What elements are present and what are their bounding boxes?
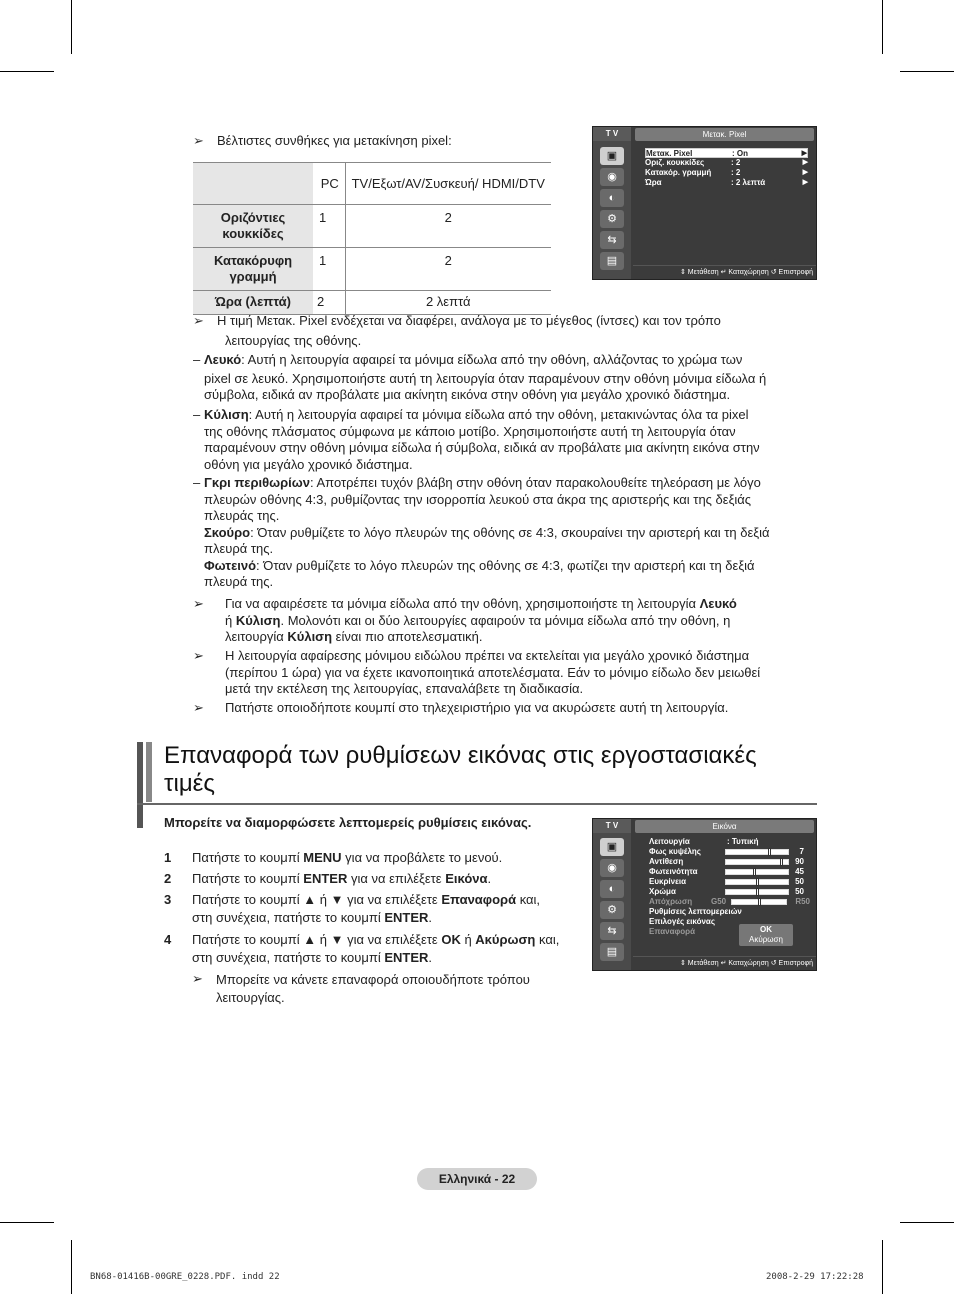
- paragraph-line: Η λειτουργία αφαίρεσης μόνιμου ειδώλου πρέπει να εκτελείται για μεγάλο χρονικό διάστημα: [225, 648, 750, 663]
- picture-icon: ▣: [600, 838, 624, 856]
- osd-row: [645, 168, 808, 178]
- arrow-right-icon: ▶: [802, 179, 808, 186]
- osd-row-label: Κατακόρ. γραμμή: [645, 168, 712, 177]
- step-text-part: .: [428, 949, 433, 965]
- osd-title: Εικόνα: [635, 820, 814, 833]
- gray-paragraph: [204, 475, 824, 591]
- arrow-bullet-icon: ➢: [193, 700, 204, 715]
- crop-mark: [71, 0, 72, 54]
- slider-track: [725, 849, 789, 855]
- paragraph-line: της οθόνης πλάσματος σύμφωνα με κάποιο μοτίβο. Χρησιμοποιήστε αυτή τη λειτουργία όταν: [204, 423, 736, 439]
- slider-thumb: [780, 858, 783, 866]
- section-heading: [164, 742, 804, 798]
- paragraph-line: πλευρών οθόνης 4:3, ρυθμίζοντας την ισορροπία λευκού στα άκρα της αριστερής και της δεξιάς: [204, 491, 752, 507]
- picture-icon: ▣: [600, 147, 624, 165]
- osd-tv-label: T V: [593, 127, 631, 141]
- menu-label: Επαναφορά: [441, 892, 517, 907]
- slider-value: 50: [795, 877, 804, 886]
- osd-slider-row: [649, 847, 806, 857]
- crop-mark: [0, 71, 54, 72]
- osd-footer: ⇕ Μετάθεση ↵ Καταχώρηση ↺ Επιστροφή: [633, 265, 816, 279]
- osd-row: [649, 837, 806, 847]
- arrow-bullet-icon: ➢: [192, 971, 203, 986]
- term-scroll: Κύλιση: [287, 629, 333, 644]
- arrow-right-icon: ▶: [801, 150, 807, 157]
- heading-line: Επαναφορά των ρυθμίσεων εικόνας στις εργοστασιακές: [164, 742, 757, 769]
- tip-paragraph: [225, 648, 825, 698]
- osd-picture-screenshot: [592, 818, 817, 971]
- table-cell: 1: [313, 248, 345, 291]
- paragraph-text: ή: [225, 612, 236, 628]
- tint-left: G50: [711, 897, 727, 906]
- table-cell: 2 λεπτά: [345, 291, 551, 315]
- step-text-part: Πατήστε το κουμπί: [192, 850, 304, 865]
- heading-bar: [146, 742, 152, 802]
- slider-track: [725, 879, 789, 885]
- note-text: Η τιμή Μετακ. Pixel ενδέχεται να διαφέρει, ανάλογα με το μέγεθος (ίντσες) και τον τρόπο: [217, 313, 721, 328]
- table-cell: 2: [313, 291, 345, 315]
- arrow-bullet-icon: ➢: [193, 313, 204, 328]
- paragraph-line: : Αποτρέπει τυχόν βλάβη στην οθόνη όταν παρακολουθείτε τηλεόραση με λόγο: [309, 475, 761, 490]
- application-icon: ▤: [600, 252, 624, 270]
- osd-row: [645, 158, 808, 168]
- step-text: [192, 892, 540, 926]
- key-label: ENTER: [303, 871, 348, 886]
- heading-rule: [137, 803, 817, 805]
- key-label: MENU: [303, 850, 342, 865]
- dash: –: [193, 407, 201, 422]
- key-label: ENTER: [384, 949, 429, 965]
- step-text-part: Πατήστε το κουμπί ▲ ή ▼ για να επιλέξετε: [192, 892, 442, 907]
- osd-slider-row: [649, 867, 806, 877]
- term-white: Λευκό: [204, 352, 242, 367]
- paragraph-line: πλευράς της.: [204, 508, 280, 523]
- sound-icon: ◉: [600, 168, 624, 186]
- osd-row-value: : Τυπική: [727, 837, 759, 846]
- step-text-part: και,: [516, 892, 541, 907]
- menu-label: Ακύρωση: [475, 932, 536, 947]
- osd-row-label: Φωτεινότητα: [649, 867, 698, 876]
- paragraph-line: : Όταν ρυθμίζετε το λόγο πλευρών της οθόνης σε 4:3, φωτίζει την αριστερή και τη δεξιά: [256, 557, 755, 573]
- osd-row: [645, 148, 808, 158]
- paragraph-text: λειτουργία: [225, 629, 288, 644]
- step-text-part: για να προβάλετε το μενού.: [341, 850, 503, 865]
- term-scroll: Κύλιση: [235, 612, 281, 628]
- term-white: Λευκό: [699, 596, 737, 611]
- osd-footer: ⇕ Μετάθεση ↵ Καταχώρηση ↺ Επιστροφή: [633, 956, 816, 970]
- step-number: 4: [164, 932, 172, 947]
- term-gray: Γκρι περιθωρίων: [204, 475, 310, 490]
- term-scroll: Κύλιση: [204, 407, 249, 422]
- step-text-part: στη συνέχεια, πατήστε το κουμπί: [192, 909, 385, 925]
- scroll-paragraph: [204, 407, 824, 473]
- application-icon: ▤: [600, 943, 624, 961]
- osd-slider-row: [649, 887, 806, 897]
- osd-title: Μετακ. Pixel: [635, 128, 814, 141]
- osd-ok-option: OK: [760, 925, 772, 934]
- osd-row-label: Απόχρωση: [649, 897, 693, 906]
- slider-track: [731, 899, 787, 905]
- intro-line: [193, 132, 553, 150]
- slider-value: 45: [795, 867, 804, 876]
- setup-icon: ⚙: [600, 210, 624, 228]
- paragraph-text: είναι πιο αποτελεσματική.: [332, 629, 483, 644]
- step-text: [192, 871, 491, 888]
- crop-mark: [882, 1240, 883, 1294]
- slider-thumb: [753, 868, 756, 876]
- heading-line: τιμές: [164, 770, 215, 797]
- section-subtitle: Μπορείτε να διαμορφώσετε λεπτομερείς ρυθμίσεις εικόνας.: [164, 815, 532, 830]
- osd-row: [645, 178, 808, 188]
- step-text-part: στη συνέχεια, πατήστε το κουμπί: [192, 949, 385, 965]
- slider-value: 90: [795, 857, 804, 866]
- step-text: [192, 850, 502, 867]
- osd-cancel-option: Ακύρωση: [749, 935, 783, 944]
- table-row-label: Οριζόντιες κουκκίδες: [193, 205, 313, 248]
- table-header-pc: PC: [313, 163, 345, 205]
- osd-menu-list: [649, 837, 810, 937]
- page-number-badge: Ελληνικά - 22: [417, 1168, 537, 1190]
- step-text: [192, 932, 559, 966]
- table-row-label: Ώρα (λεπτά): [193, 291, 313, 315]
- arrow-right-icon: ▶: [802, 159, 808, 166]
- tint-right: R50: [795, 897, 810, 906]
- step-text-part: ή: [460, 932, 476, 947]
- step-text-part: Πατήστε το κουμπί ▲ ή ▼ για να επιλέξετε: [192, 932, 442, 947]
- osd-row-value: : 2: [731, 158, 741, 167]
- step-text-part: για να επιλέξετε: [347, 871, 446, 886]
- input-icon: ⇆: [600, 231, 624, 249]
- paragraph-line: μετά την εκτέλεση της λειτουργίας, επαναλάβετε τη διαδικασία.: [225, 681, 584, 696]
- paragraph-text: Για να αφαιρέσετε τα μόνιμα είδωλα από την οθόνη, χρησιμοποιήστε τη λειτουργία: [225, 596, 700, 611]
- osd-tv-label: T V: [593, 819, 631, 833]
- paragraph-line: : Αυτή η λειτουργία αφαιρεί τα μόνιμα είδωλα από την οθόνη, αλλάζοντας το χρώμα των: [241, 352, 743, 367]
- sound-icon: ◉: [600, 859, 624, 877]
- input-icon: ⇆: [600, 922, 624, 940]
- crop-mark: [0, 1222, 54, 1223]
- arrow-right-icon: ▶: [802, 169, 808, 176]
- osd-slider-row: [649, 877, 806, 887]
- crop-mark: [882, 0, 883, 54]
- osd-ok-cancel-popup: [739, 924, 793, 946]
- term-dark: Σκούρο: [204, 524, 251, 540]
- crop-mark: [900, 1222, 954, 1223]
- print-date-info: 2008-2-29 17:22:28: [766, 1272, 864, 1282]
- crop-mark: [900, 71, 954, 72]
- osd-row: Ρυθμίσεις λεπτομερειών: [649, 907, 742, 916]
- paragraph-line: σύμβολα, ειδικά αν προβάλατε μια ακίνητη εικόνα στην οθόνη για μεγάλο χρονικό διάστημα.: [204, 387, 731, 402]
- arrow-bullet-icon: ➢: [193, 596, 204, 611]
- table-cell: 2: [345, 248, 551, 291]
- paragraph-line: : Αυτή η λειτουργία αφαιρεί τα μόνιμα είδωλα από την οθόνη, μετακινώντας όλα τα pixel: [248, 407, 749, 422]
- tip-text: Πατήστε οποιοδήποτε κουμπί στο τηλεχειριστήριο για να ακυρώσετε αυτή τη λειτουργία.: [225, 700, 729, 715]
- osd-row-label: Χρώμα: [649, 887, 676, 896]
- paragraph-line: : Όταν ρυθμίζετε το λόγο πλευρών της οθόνης σε 4:3, σκουραίνει την αριστερή και τη δεξιά: [250, 524, 770, 540]
- step-text-part: Πατήστε το κουμπί: [192, 871, 304, 886]
- slider-value: 7: [799, 847, 804, 856]
- table-row-label: Κατακόρυφη γραμμή: [193, 248, 313, 291]
- dash: –: [193, 352, 201, 367]
- slider-thumb: [758, 898, 761, 906]
- table-cell: 1: [313, 205, 345, 248]
- osd-row: Επαναφορά: [649, 927, 695, 936]
- osd-row-value: : On: [732, 149, 748, 158]
- print-file-info: BN68-01416B-00GRE_0228.PDF. indd 22: [90, 1272, 280, 1282]
- osd-row-label: Ώρα: [645, 178, 662, 187]
- table-corner: [193, 163, 313, 205]
- white-paragraph: [204, 352, 824, 404]
- paragraph-line: λειτουργίας.: [216, 990, 285, 1005]
- paragraph-line: pixel σε λευκό. Χρησιμοποιήστε αυτή τη λειτουργία όταν παραμένουν στην οθόνη μόνιμα είδωλα ή: [204, 370, 767, 386]
- arrow-bullet-icon: ➢: [193, 133, 204, 148]
- osd-row: Επιλογές εικόνας: [649, 917, 715, 926]
- osd-row-label: Φως κυψέλης: [649, 847, 701, 856]
- paragraph-line: πλευρά της.: [204, 574, 274, 589]
- paragraph-line: πλευρά της.: [204, 541, 274, 556]
- menu-label: Εικόνα: [445, 871, 488, 886]
- crop-mark: [71, 1240, 72, 1294]
- osd-row-label: Μετακ. Pixel: [646, 149, 693, 158]
- note-line: [193, 313, 793, 330]
- dash: –: [193, 475, 201, 490]
- osd-row-label: Οριζ. κουκκίδες: [645, 158, 705, 167]
- osd-slider-row: [649, 857, 806, 867]
- osd-row-value: : 2 λεπτά: [731, 178, 766, 187]
- table-cell: 2: [345, 205, 551, 248]
- osd-row: [649, 897, 810, 907]
- slider-track: [725, 869, 789, 875]
- term-light: Φωτεινό: [204, 557, 257, 573]
- slider-thumb: [768, 848, 771, 856]
- slider-thumb: [756, 888, 759, 896]
- menu-label: OK: [441, 932, 461, 947]
- setup-icon: ⚙: [600, 901, 624, 919]
- step-number: 1: [164, 850, 172, 865]
- note-text: λειτουργίας της οθόνης.: [225, 333, 362, 348]
- key-label: ENTER: [384, 909, 429, 925]
- paragraph-line: οθόνη για μεγάλο χρονικό διάστημα.: [204, 456, 413, 472]
- step-text-part: .: [487, 871, 492, 886]
- osd-row-label: Ευκρίνεια: [649, 877, 687, 886]
- channel-icon: ◐: [600, 880, 624, 898]
- paragraph-line: Μπορείτε να κάνετε επαναφορά οποιουδήποτε τρόπου: [216, 972, 530, 987]
- osd-pixel-shift-screenshot: [592, 126, 817, 280]
- osd-menu-list: [645, 148, 808, 188]
- osd-row-value: : 2: [731, 168, 741, 177]
- table-header-tv: TV/Εξωτ/AV/Συσκευή/ HDMI/DTV: [345, 163, 551, 205]
- slider-track: [725, 889, 789, 895]
- heading-bar: [137, 742, 143, 828]
- slider-value: 50: [795, 887, 804, 896]
- osd-row-label: Αντίθεση: [649, 857, 684, 866]
- tip-paragraph: [225, 596, 825, 646]
- paragraph-text: . Μολονότι και οι δύο λειτουργίες αφαιρούν τα μόνιμα είδωλα από την οθόνη, η: [280, 612, 731, 628]
- pixel-shift-table: [193, 162, 551, 315]
- osd-row-label: Λειτουργία: [649, 837, 690, 846]
- step-note: [216, 971, 576, 1007]
- arrow-bullet-icon: ➢: [193, 648, 204, 663]
- step-text-part: .: [428, 909, 433, 925]
- step-text-part: και,: [535, 932, 560, 947]
- slider-track: [725, 859, 789, 865]
- step-number: 2: [164, 871, 172, 886]
- step-number: 3: [164, 892, 172, 907]
- slider-thumb: [756, 878, 759, 886]
- channel-icon: ◐: [600, 189, 624, 207]
- intro-text: Βέλτιστες συνθήκες για μετακίνηση pixel:: [217, 133, 452, 148]
- paragraph-line: παραμένουν στην οθόνη μόνιμα είδωλα ή σύμβολα, ειδικά αν προβάλατε μια ακίνητη εικόνα στην: [204, 440, 760, 455]
- paragraph-line: (περίπου 1 ώρα) για να έχετε ικανοποιητικά αποτελέσματα. Εάν το μόνιμο είδωλο δεν μειωθεί: [225, 664, 761, 680]
